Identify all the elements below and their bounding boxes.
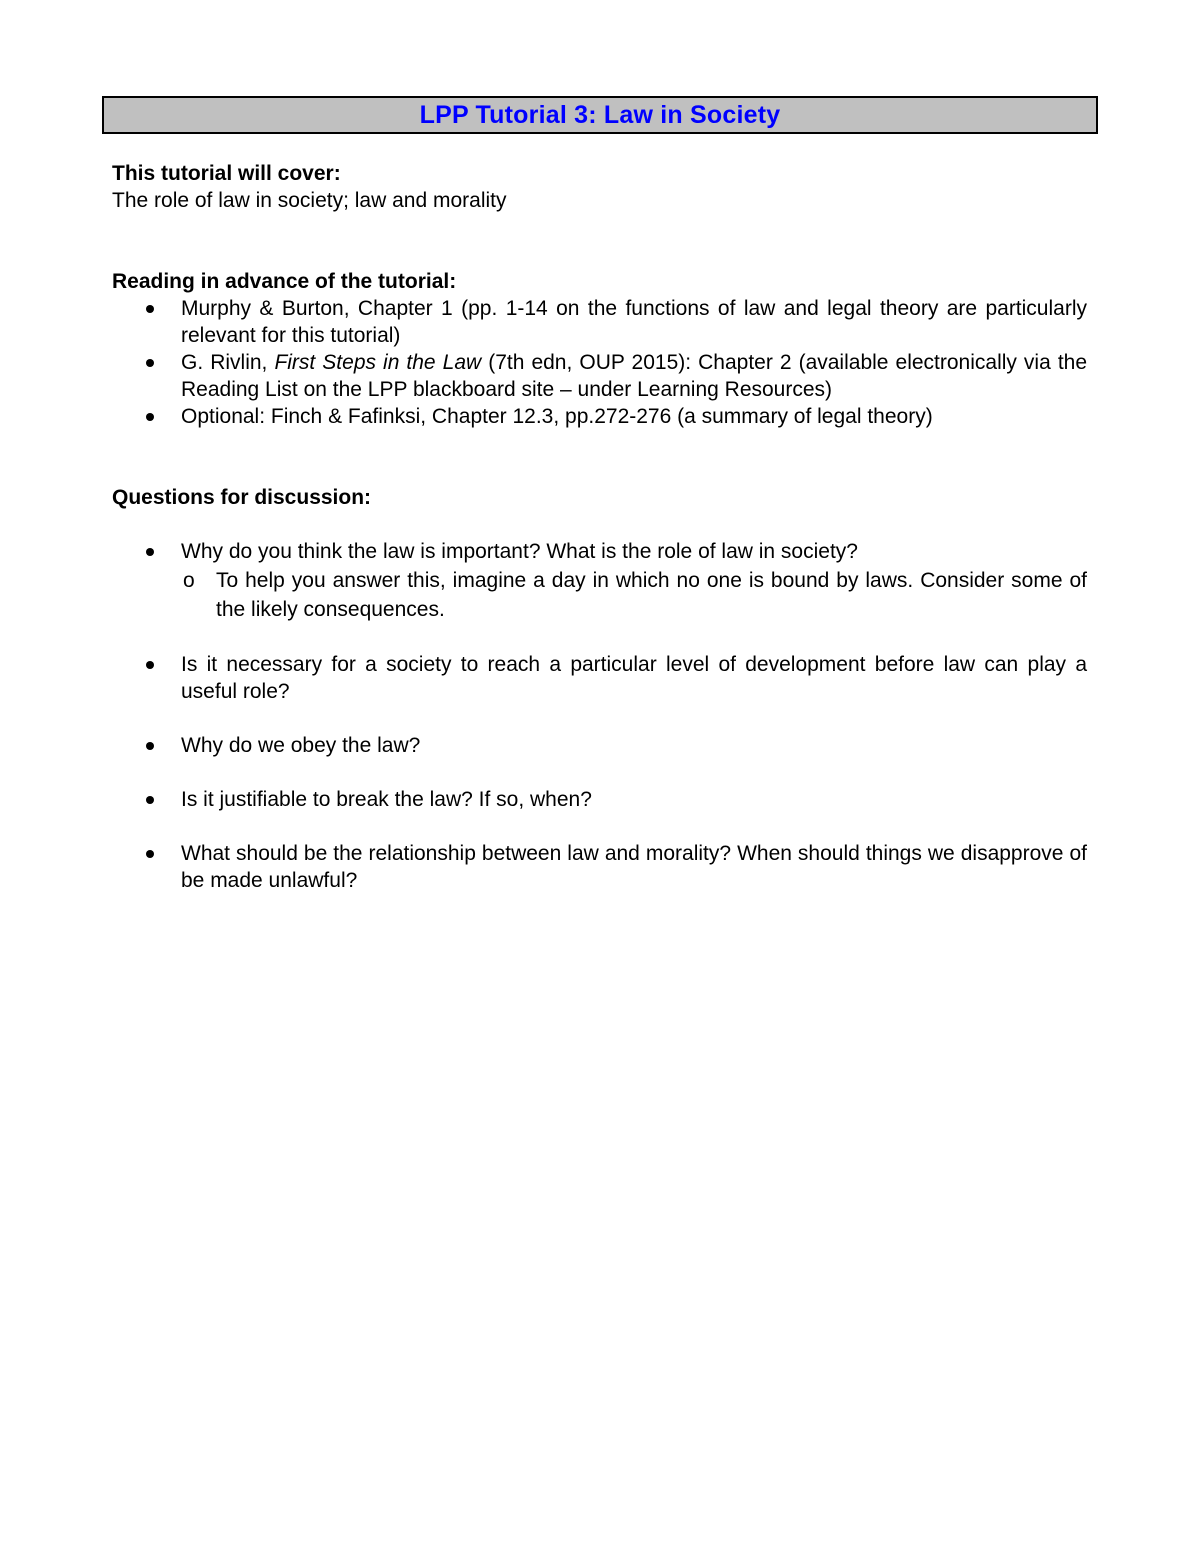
bullet-icon [146, 305, 154, 313]
question-text: Why do you think the law is important? What is the role of law in society? [181, 540, 858, 563]
question-text: What should be the relationship between law and morality? When should things we disapprove of be made unlawful? [181, 842, 1087, 892]
bullet-icon [146, 359, 154, 367]
question-sub-item [181, 566, 1087, 624]
question-text: Is it necessary for a society to reach a particular level of development before law can play a useful role? [181, 653, 1087, 703]
title-banner [102, 96, 1098, 134]
question-sub-text: To help you answer this, imagine a day in which no one is bound by laws. Consider some of the likely consequences. [216, 569, 1087, 621]
question-item [112, 651, 1087, 705]
document-title: LPP Tutorial 3: Law in Society [419, 100, 781, 129]
reading-item [112, 403, 1087, 430]
question-text: Is it justifiable to break the law? If so, when? [181, 788, 592, 811]
question-text: Why do we obey the law? [181, 734, 421, 757]
bullet-icon [146, 661, 154, 669]
bullet-icon [146, 796, 154, 804]
bullet-icon [146, 850, 154, 858]
bullet-icon [146, 548, 154, 556]
bullet-icon [146, 413, 154, 421]
reading-item [112, 349, 1087, 403]
sub-bullet-marker: o [183, 569, 195, 592]
reading-item-prefix: G. Rivlin, [181, 351, 275, 374]
reading-item-text: Murphy & Burton, Chapter 1 (pp. 1-14 on the functions of law and legal theory are particularly relevant for this tutorial) [181, 297, 1087, 347]
question-item [112, 732, 1087, 759]
document-body [112, 160, 1087, 921]
reading-item-text: Optional: Finch & Fafinksi, Chapter 12.3, pp.272-276 (a summary of legal theory) [181, 405, 933, 428]
bullet-icon [146, 742, 154, 750]
questions-heading: Questions for discussion: [112, 486, 372, 509]
reading-heading: Reading in advance of the tutorial: [112, 270, 457, 293]
reading-list [112, 295, 1087, 430]
cover-text: The role of law in society; law and morality [112, 189, 507, 212]
questions-list [112, 538, 1087, 894]
question-item [112, 786, 1087, 813]
question-item [112, 538, 1087, 624]
spacer [112, 214, 1087, 268]
cover-heading: This tutorial will cover: [112, 162, 341, 185]
spacer [112, 511, 1087, 538]
book-title: First Steps in the Law [274, 351, 482, 374]
question-item [112, 840, 1087, 894]
reading-item-suffix: (7th edn, OUP 2015): Chapter 2 (available electronically via the Reading List on the LPP blackboard site – under Learning Resources) [181, 351, 1088, 401]
spacer [112, 430, 1087, 484]
reading-item [112, 295, 1087, 349]
